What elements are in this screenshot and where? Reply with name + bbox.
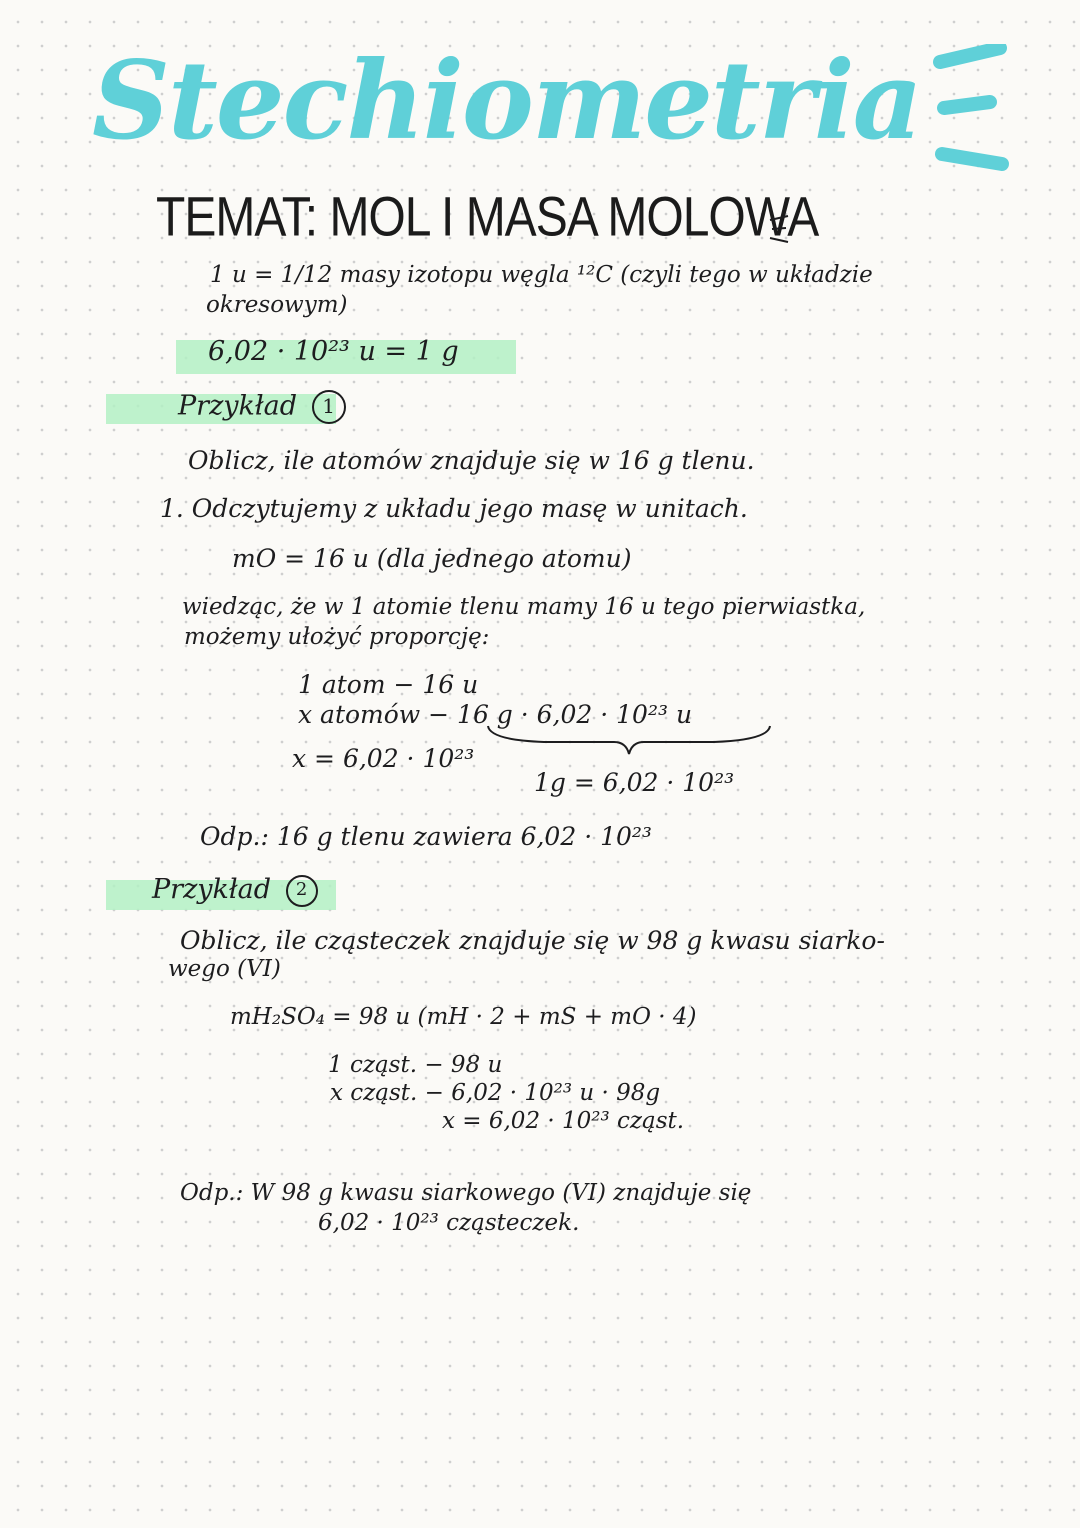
definition-line-1: 1 u = 1/12 masy izotopu węgla ¹²C (czyli tego w układzie: [210, 262, 873, 288]
example1-label: [178, 390, 346, 424]
example2-answer-1: Odp.: W 98 g kwasu siarkowego (VI) znajduje się: [180, 1180, 752, 1206]
example2-task-2: wego (VI): [168, 956, 281, 982]
example2-task-1: Oblicz, ile cząsteczek znajduje się w 98 g kwasu siarko-: [180, 926, 885, 955]
title-decoration-icon: [930, 44, 1020, 174]
example2-mass: mH₂SO₄ = 98 u (mH · 2 + mS + mO · 4): [230, 1004, 697, 1030]
brace-icon: [484, 722, 774, 756]
example1-proportion-2: x atomów − 16 g · 6,02 · 10²³ u: [298, 700, 693, 729]
example2-label: [152, 874, 318, 907]
example2-answer-2: 6,02 · 10²³ cząsteczek.: [318, 1210, 580, 1236]
definition-line-2: okresowym): [206, 292, 348, 318]
example2-result: x = 6,02 · 10²³ cząst.: [442, 1108, 685, 1134]
example2-label-text: Przykład: [152, 874, 272, 905]
example1-step1: 1. Odczytujemy z układu jego masę w unitach.: [160, 494, 748, 523]
example1-task: Oblicz, ile atomów znajduje się w 16 g tlenu.: [188, 446, 755, 475]
example1-reason-1: wiedząc, że w 1 atomie tlenu mamy 16 u tego pierwiastka,: [182, 594, 866, 620]
example2-proportion-2: x cząst. − 6,02 · 10²³ u · 98g: [330, 1080, 661, 1106]
example2-number: 2: [295, 878, 308, 900]
page-title: Stechiometria: [92, 38, 921, 164]
key-fact: 6,02 · 10²³ u = 1 g: [208, 336, 459, 367]
topic-heading: TEMAT: MOL I MASA MOLOWA: [156, 187, 819, 249]
example1-mass: mO = 16 u (dla jednego atomu): [232, 544, 632, 573]
example2-proportion-1: 1 cząst. − 98 u: [328, 1052, 503, 1078]
example2-number-badge: [286, 875, 318, 907]
example1-reason-2: możemy ułożyć proporcję:: [184, 624, 490, 650]
example1-number-badge: [312, 390, 346, 424]
topic-decoration-icon: [766, 214, 796, 244]
example1-proportion-1: 1 atom − 16 u: [298, 670, 479, 699]
example1-brace-note: 1g = 6,02 · 10²³: [534, 768, 735, 797]
example1-number: 1: [322, 394, 336, 418]
example1-answer: Odp.: 16 g tlenu zawiera 6,02 · 10²³: [200, 822, 652, 851]
example1-label-text: Przykład: [178, 390, 298, 422]
example1-result: x = 6,02 · 10²³: [292, 744, 475, 773]
